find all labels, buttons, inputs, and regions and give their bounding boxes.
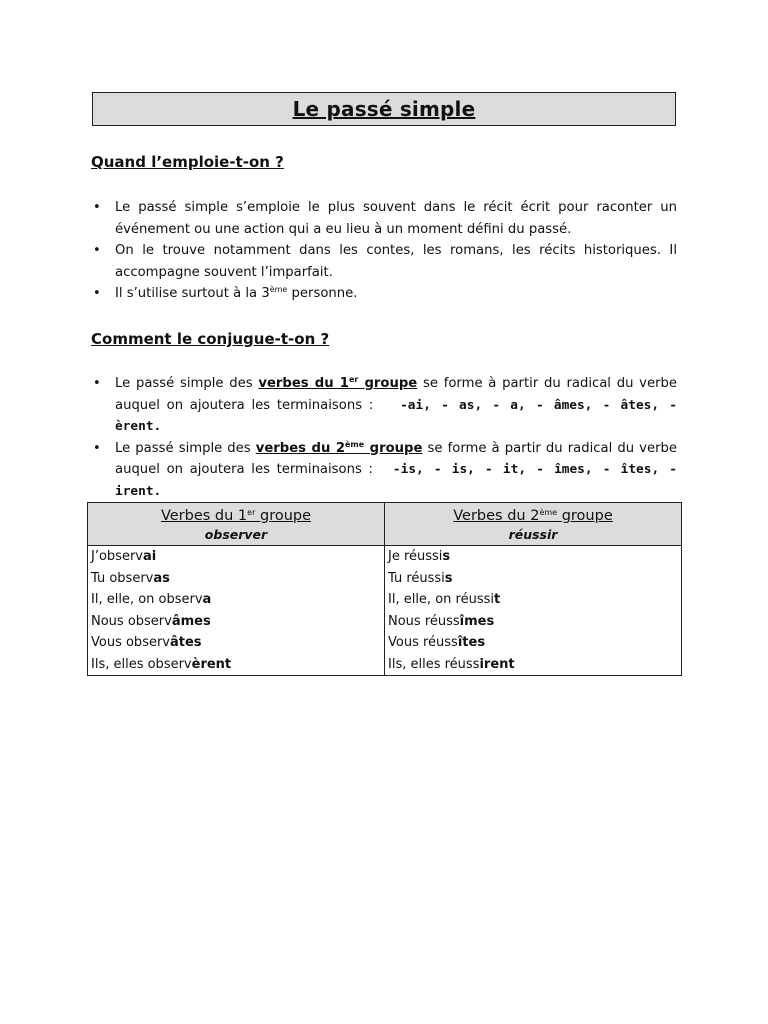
header-text: groupe — [255, 508, 312, 524]
table-cell — [88, 568, 385, 590]
table-row — [88, 568, 682, 590]
superscript: er — [348, 375, 359, 384]
usage-item: • Le passé simple s’emploie le plus souvent dans le récit écrit pour raconter un événement ou une action qui a eu lieu à un moment défini du passé. — [91, 197, 677, 240]
verb-ending: ai — [142, 549, 157, 564]
table-header-row — [88, 503, 682, 546]
page-title: Le passé simple — [292, 97, 476, 121]
verb-ending: a — [202, 592, 212, 607]
table-cell — [88, 632, 385, 654]
verb-ending: as — [153, 570, 170, 586]
table-cell — [88, 589, 385, 611]
section-heading-usage: Quand l’emploie-t-on ? — [91, 153, 284, 171]
table-row — [88, 611, 682, 633]
conjugation-table — [87, 502, 682, 676]
verb-stem: Vous observ — [91, 635, 170, 650]
table-header-group1 — [88, 503, 385, 546]
group-text: groupe — [364, 440, 423, 456]
infinitive: réussir — [508, 527, 558, 542]
endings: -ai, - as, - a, - âmes, - âtes, - èrent. — [115, 397, 677, 434]
verb-ending: irent — [479, 656, 515, 672]
header-text: Verbes du 1 — [160, 508, 248, 524]
verb-ending: t — [493, 592, 501, 607]
table-cell — [385, 632, 682, 654]
verb-stem: Nous observ — [91, 613, 172, 629]
table-body — [88, 546, 682, 676]
text: se forme à partir du radical du verbe auquel on ajoutera les terminaisons : — [115, 376, 677, 413]
table-cell — [88, 611, 385, 633]
verb-ending: âtes — [170, 635, 202, 650]
group-text: groupe — [358, 376, 418, 391]
verb-stem: Vous réuss — [388, 635, 458, 650]
superscript: ème — [269, 285, 288, 294]
section-heading-conjugation: Comment le conjugue-t-on ? — [91, 330, 330, 348]
table-row — [88, 654, 682, 676]
superscript: ème — [345, 439, 365, 449]
usage-item-text: personne. — [287, 286, 358, 301]
group-label — [256, 441, 423, 456]
group-label — [258, 376, 417, 391]
usage-item — [91, 283, 677, 305]
table-row — [88, 632, 682, 654]
table-cell — [88, 654, 385, 676]
text: se forme à partir du radical du verbe auquel on ajoutera les terminaisons : — [115, 440, 677, 477]
superscript: er — [247, 508, 256, 517]
group-text: verbes du 2 — [255, 440, 345, 456]
verb-stem: Ils, elles réuss — [388, 656, 480, 672]
infinitive: observer — [204, 527, 268, 542]
usage-item: • On le trouve notamment dans les contes, les romans, les récits historiques. Il accompagne souvent l’imparfait. — [91, 240, 677, 283]
header-title — [385, 505, 681, 527]
verb-stem: Nous réuss — [388, 613, 460, 629]
header-text: Verbes du 2 — [453, 508, 540, 524]
table-row — [88, 546, 682, 568]
verb-stem: Il, elle, on réussi — [388, 592, 494, 607]
text: Le passé simple des — [115, 440, 256, 456]
table-row — [88, 589, 682, 611]
table-cell — [385, 568, 682, 590]
verb-stem: Il, elle, on observ — [91, 592, 203, 607]
header-title — [88, 505, 384, 527]
usage-list — [91, 197, 677, 305]
table-cell — [385, 589, 682, 611]
table-cell — [385, 546, 682, 568]
table-cell — [88, 546, 385, 568]
conjugation-list — [91, 373, 677, 502]
verb-stem: Ils, elles observ — [91, 656, 192, 672]
conjugation-item-group2 — [91, 438, 677, 503]
table-header-group2 — [385, 503, 682, 546]
title-box — [92, 92, 676, 126]
usage-item-text: Il s’utilise surtout à la 3 — [115, 286, 270, 301]
table-cell — [385, 611, 682, 633]
verb-ending: îmes — [459, 613, 495, 629]
table-cell — [385, 654, 682, 676]
verb-ending: s — [444, 570, 453, 586]
header-text: groupe — [557, 508, 613, 524]
verb-ending: èrent — [191, 656, 232, 672]
superscript: ème — [539, 508, 558, 517]
verb-ending: îtes — [457, 635, 486, 650]
verb-stem: J’observ — [91, 549, 143, 564]
text: Le passé simple des — [115, 376, 259, 391]
conjugation-item-group1 — [91, 373, 677, 438]
verb-stem: Je réussi — [388, 549, 443, 564]
verb-ending: s — [442, 549, 451, 564]
verb-stem: Tu observ — [91, 570, 154, 586]
group-text: verbes du 1 — [258, 376, 349, 391]
verb-ending: âmes — [171, 613, 211, 629]
endings: -is, - is, - it, - îmes, - îtes, - irent. — [115, 462, 678, 499]
verb-stem: Tu réussi — [388, 570, 445, 586]
